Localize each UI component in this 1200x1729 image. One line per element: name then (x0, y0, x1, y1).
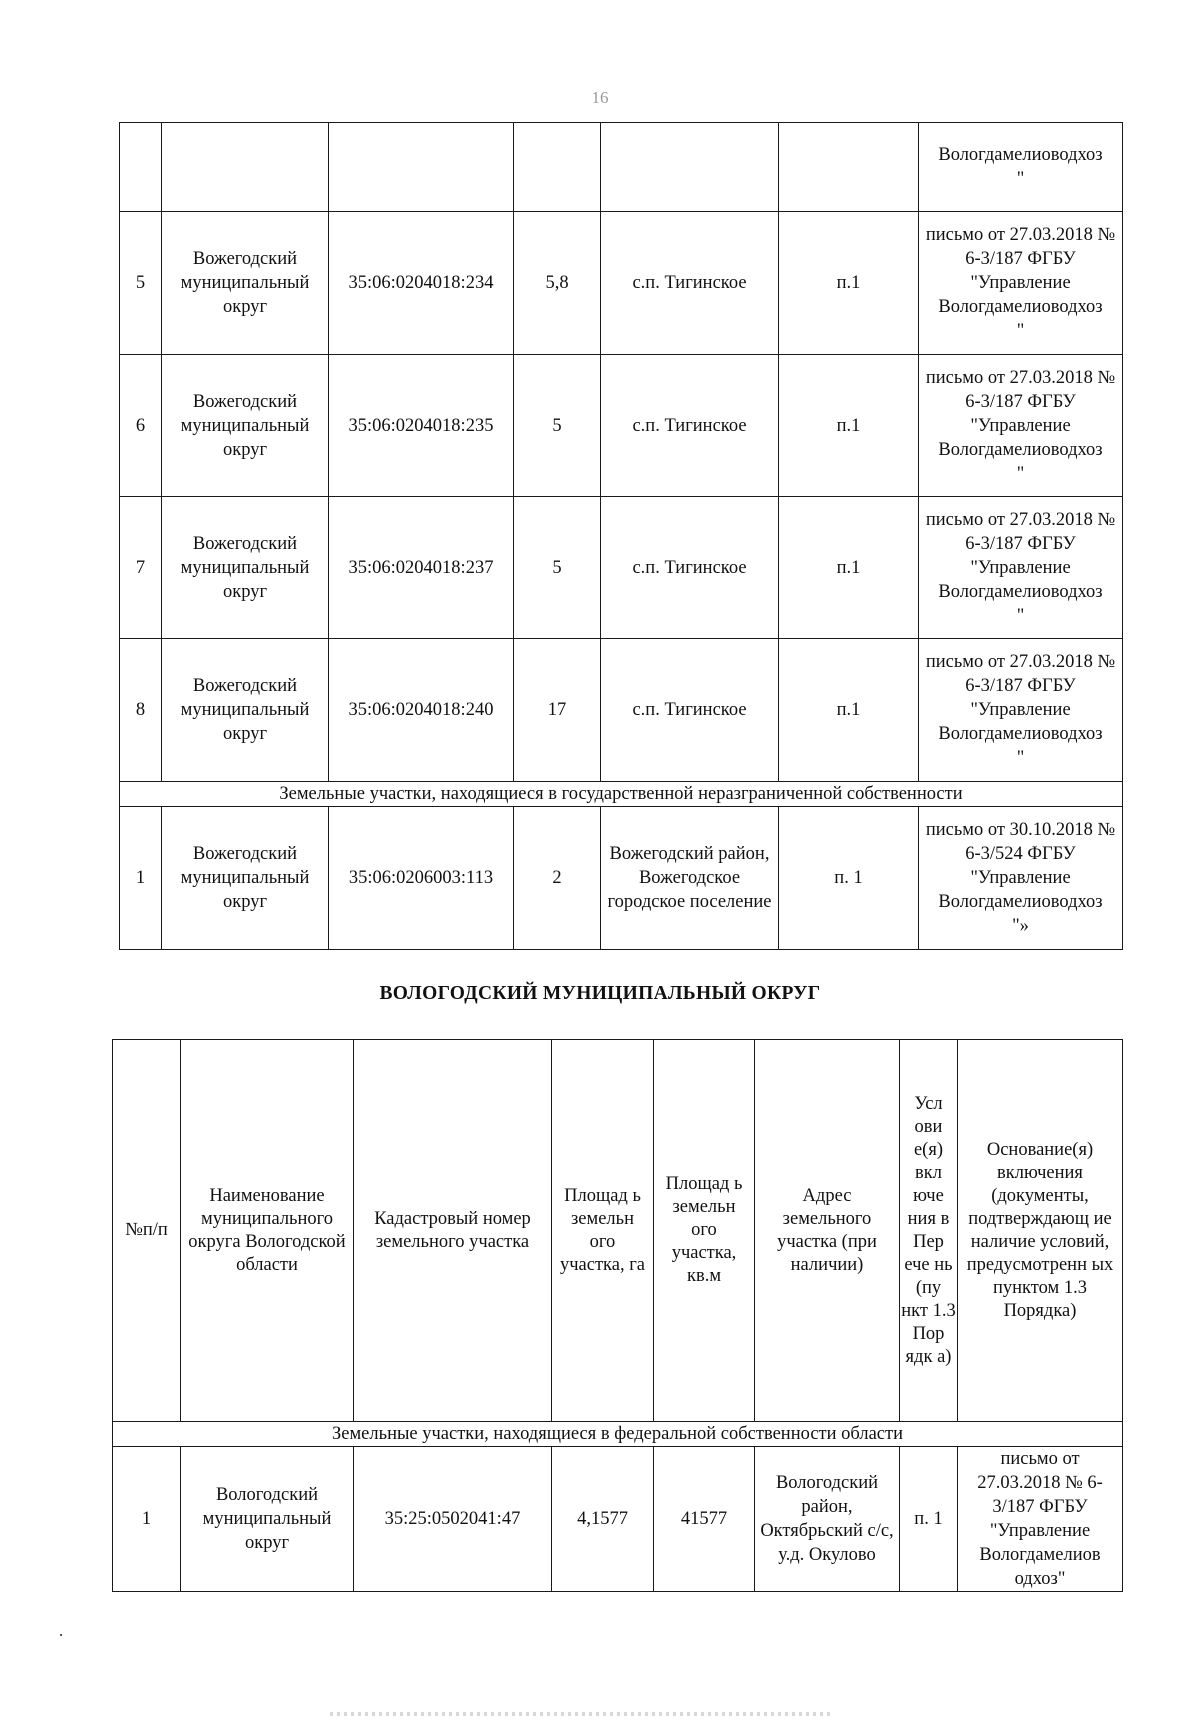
basis-cell: письмо от 27.03.2018 № 6-3/187 ФГБУ "Управление Вологдамелиов одхоз" (958, 1447, 1123, 1592)
table-row (120, 497, 1123, 639)
municipality-cell: Вожегодский муниципальный округ (162, 497, 329, 639)
basis-cell: письмо от 27.03.2018 № 6-3/187 ФГБУ "Управление Вологдамелиоводхоз " (919, 639, 1123, 782)
scan-artifact (330, 1712, 830, 1716)
header-condition: Усл ови е(я) вкл юче ния в Пер ече нь (пу нкт 1.3 Пор ядк а) (900, 1040, 958, 1422)
basis-cell: письмо от 27.03.2018 № 6-3/187 ФГБУ "Управление Вологдамелиоводхоз " (919, 212, 1123, 355)
section-heading: ВОЛОГОДСКИЙ МУНИЦИПАЛЬНЫЙ ОКРУГ (379, 983, 821, 1004)
condition-cell: п.1 (779, 497, 919, 639)
condition-cell: п.1 (779, 355, 919, 497)
section-header-federal-land: Земельные участки, находящиеся в федеральной собственности области (113, 1422, 1123, 1447)
land-plots-table-vologda (112, 1039, 1123, 1592)
row-number: 7 (120, 497, 162, 639)
scan-artifact (60, 1634, 62, 1636)
basis-cell: Вологдамелиоводхоз " (919, 123, 1123, 212)
section-header-state-land: Земельные участки, находящиеся в государственной неразграниченной собственности (120, 782, 1123, 807)
row-number: 8 (120, 639, 162, 782)
address-cell: с.п. Тигинское (601, 212, 779, 355)
header-area-ha: Площад ь земельн ого участка, га (552, 1040, 654, 1422)
cadastral-number-cell: 35:06:0204018:240 (329, 639, 514, 782)
condition-cell: п.1 (779, 639, 919, 782)
address-cell: Вологодский район, Октябрьский с/с, у.д. Окулово (755, 1447, 900, 1592)
cadastral-number-cell: 35:06:0204018:234 (329, 212, 514, 355)
cadastral-number-cell: 35:06:0204018:237 (329, 497, 514, 639)
section-header-row (113, 1422, 1123, 1447)
area-ha-cell: 2 (514, 807, 601, 950)
area-ha-cell: 5 (514, 355, 601, 497)
area-ha-cell: 17 (514, 639, 601, 782)
header-cadastral: Кадастровый номер земельного участка (354, 1040, 552, 1422)
table-row (120, 639, 1123, 782)
condition-cell: п. 1 (779, 807, 919, 950)
basis-cell: письмо от 30.10.2018 № 6-3/524 ФГБУ "Управление Вологдамелиоводхоз "» (919, 807, 1123, 950)
basis-cell: письмо от 27.03.2018 № 6-3/187 ФГБУ "Управление Вологдамелиоводхоз " (919, 355, 1123, 497)
table-row (120, 212, 1123, 355)
row-number: 1 (113, 1447, 181, 1592)
address-cell: с.п. Тигинское (601, 639, 779, 782)
page-number: 16 (591, 88, 609, 107)
area-ha-cell: 5 (514, 497, 601, 639)
header-row (113, 1040, 1123, 1422)
table-row (120, 355, 1123, 497)
area-ha-cell: 5,8 (514, 212, 601, 355)
municipality-cell: Вологодский муниципальный округ (181, 1447, 354, 1592)
row-number: 5 (120, 212, 162, 355)
cadastral-number-cell: 35:06:0204018:235 (329, 355, 514, 497)
cadastral-number-cell: 35:25:0502041:47 (354, 1447, 552, 1592)
address-cell: Вожегодский район, Вожегодское городское поселение (601, 807, 779, 950)
table-row-continued (120, 123, 1123, 212)
section-header-row (120, 782, 1123, 807)
header-municipality: Наименование муниципального округа Вологодской области (181, 1040, 354, 1422)
row-number: 6 (120, 355, 162, 497)
table-row (113, 1447, 1123, 1592)
municipality-cell: Вожегодский муниципальный округ (162, 807, 329, 950)
condition-cell: п.1 (779, 212, 919, 355)
municipality-cell: Вожегодский муниципальный округ (162, 212, 329, 355)
address-cell: с.п. Тигинское (601, 497, 779, 639)
area-sqm-cell: 41577 (654, 1447, 755, 1592)
municipality-cell: Вожегодский муниципальный округ (162, 639, 329, 782)
land-plots-table-vozhega (119, 122, 1123, 950)
header-num: №п/п (113, 1040, 181, 1422)
cadastral-number-cell: 35:06:0206003:113 (329, 807, 514, 950)
area-ha-cell: 4,1577 (552, 1447, 654, 1592)
header-area-sqm: Площад ь земельн ого участка, кв.м (654, 1040, 755, 1422)
basis-cell: письмо от 27.03.2018 № 6-3/187 ФГБУ "Управление Вологдамелиоводхоз " (919, 497, 1123, 639)
municipality-cell: Вожегодский муниципальный округ (162, 355, 329, 497)
header-basis: Основание(я) включения (документы, подтверждающ ие наличие условий, предусмотренн ых пунктом 1.3 Порядка) (958, 1040, 1123, 1422)
condition-cell: п. 1 (900, 1447, 958, 1592)
address-cell: с.п. Тигинское (601, 355, 779, 497)
row-number: 1 (120, 807, 162, 950)
table-row (120, 807, 1123, 950)
header-address: Адрес земельного участка (при наличии) (755, 1040, 900, 1422)
